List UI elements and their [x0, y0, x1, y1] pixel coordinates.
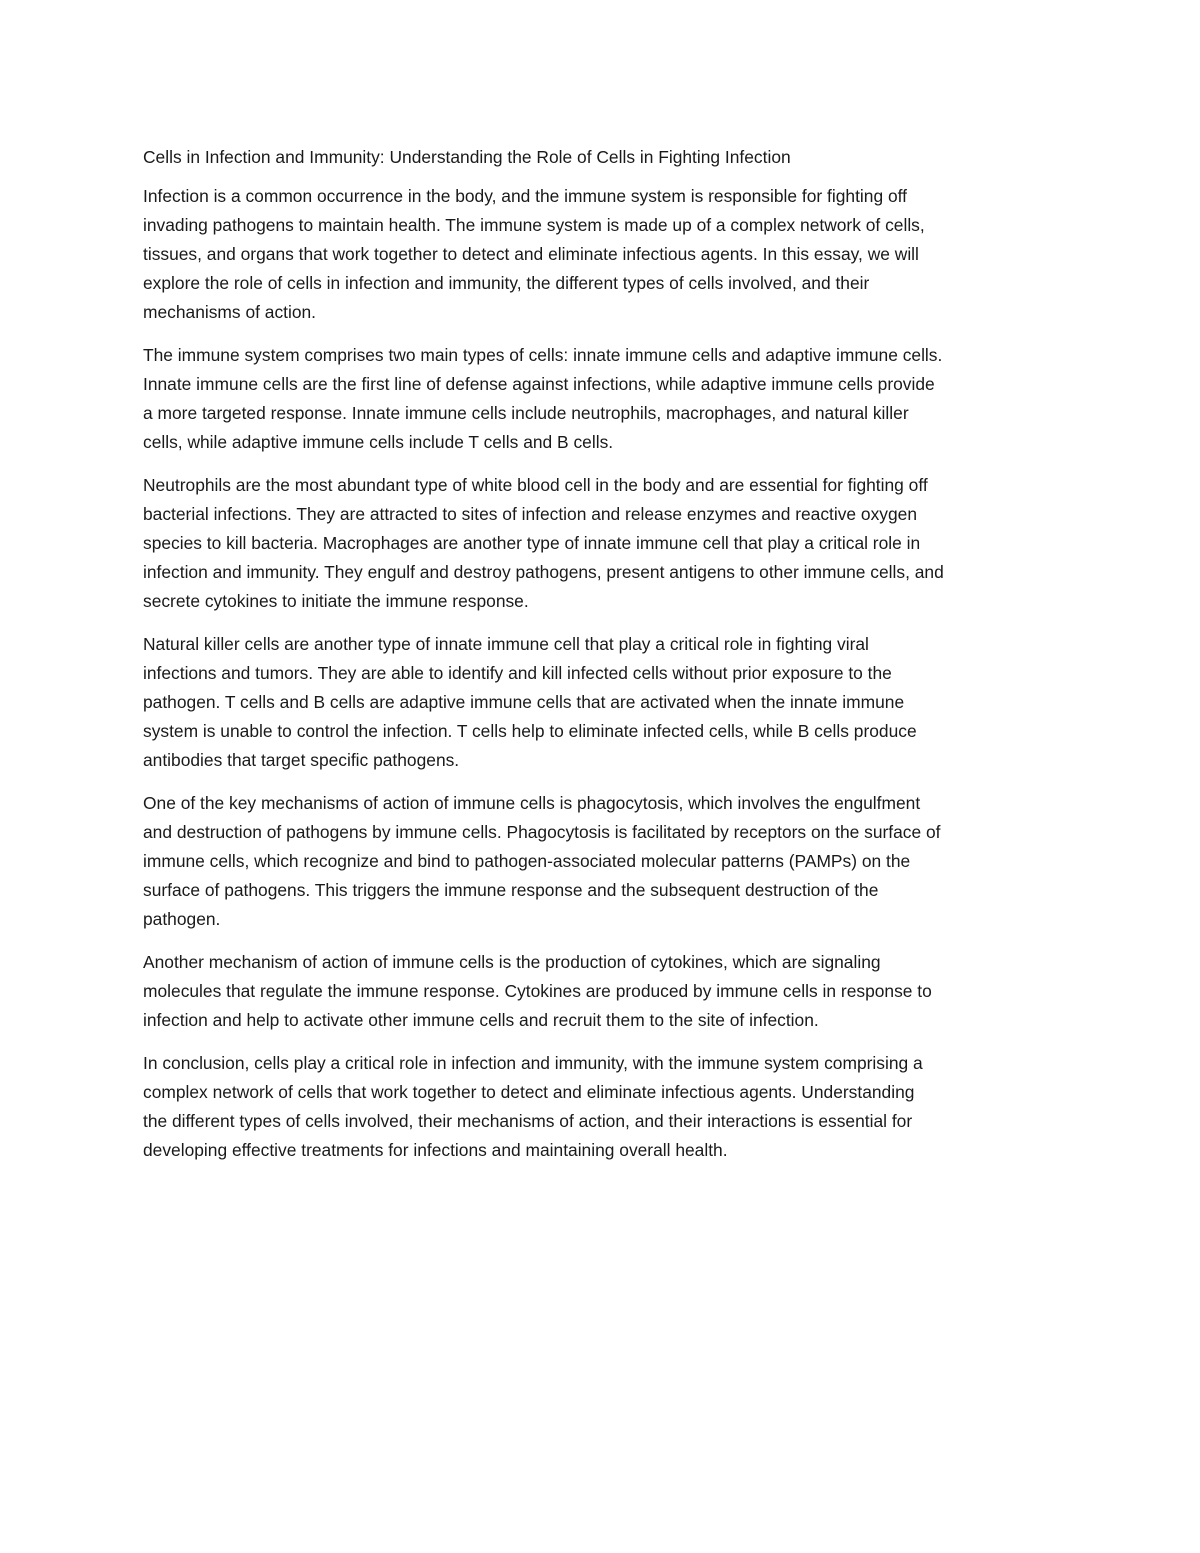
body-paragraph — [143, 789, 1068, 934]
paragraph-line: explore the role of cells in infection and immunity, the different types of cells involved, and their — [143, 273, 870, 293]
paragraph-line: invading pathogens to maintain health. The immune system is made up of a complex network of cells, — [143, 215, 925, 235]
paragraph-line: and destruction of pathogens by immune cells. Phagocytosis is facilitated by receptors on the surface of — [143, 822, 941, 842]
paragraph-line: system is unable to control the infection. T cells help to eliminate infected cells, while B cells produce — [143, 721, 917, 741]
paragraph-line: Infection is a common occurrence in the body, and the immune system is responsible for fighting off — [143, 186, 907, 206]
paragraph-line: Natural killer cells are another type of innate immune cell that play a critical role in fighting viral — [143, 634, 869, 654]
paragraph-line: mechanisms of action. — [143, 302, 317, 322]
paragraph-line: antibodies that target specific pathogens. — [143, 750, 460, 770]
paragraph-line: Neutrophils are the most abundant type of white blood cell in the body and are essential for fighting off — [143, 475, 928, 495]
paragraph-line: Another mechanism of action of immune cells is the production of cytokines, which are signaling — [143, 952, 881, 972]
body-paragraph — [143, 471, 1068, 616]
paragraph-line: pathogen. — [143, 909, 221, 929]
paragraph-line: species to kill bacteria. Macrophages are another type of innate immune cell that play a critical role in — [143, 533, 921, 553]
paragraph-line: cells, while adaptive immune cells include T cells and B cells. — [143, 432, 614, 452]
paragraph-line: surface of pathogens. This triggers the immune response and the subsequent destruction of the — [143, 880, 879, 900]
document-body — [143, 143, 1068, 1179]
paragraph-line: immune cells, which recognize and bind to pathogen-associated molecular patterns (PAMPs) on the — [143, 851, 911, 871]
paragraph-line: One of the key mechanisms of action of immune cells is phagocytosis, which involves the engulfment — [143, 793, 921, 813]
paragraph-line: developing effective treatments for infections and maintaining overall health. — [143, 1140, 728, 1160]
paragraph-line: a more targeted response. Innate immune cells include neutrophils, macrophages, and natural killer — [143, 403, 909, 423]
document-title: Cells in Infection and Immunity: Understanding the Role of Cells in Fighting Infection — [143, 147, 791, 167]
body-paragraph — [143, 341, 1068, 457]
paragraph-line: secrete cytokines to initiate the immune response. — [143, 591, 529, 611]
paragraph-line: infection and immunity. They engulf and destroy pathogens, present antigens to other immune cells, and — [143, 562, 944, 582]
paragraph-line: Innate immune cells are the first line of defense against infections, while adaptive immune cells provide — [143, 374, 935, 394]
paragraph-list — [143, 182, 1068, 1165]
paragraph-line: pathogen. T cells and B cells are adaptive immune cells that are activated when the innate immune — [143, 692, 905, 712]
paragraph-line: the different types of cells involved, their mechanisms of action, and their interactions is essential for — [143, 1111, 913, 1131]
paragraph-line: The immune system comprises two main types of cells: innate immune cells and adaptive immune cells. — [143, 345, 943, 365]
paragraph-line: bacterial infections. They are attracted to sites of infection and release enzymes and reactive oxygen — [143, 504, 917, 524]
body-paragraph — [143, 182, 1068, 327]
paragraph-line: infection and help to activate other immune cells and recruit them to the site of infection. — [143, 1010, 819, 1030]
paragraph-line: In conclusion, cells play a critical role in infection and immunity, with the immune system comprising a — [143, 1053, 923, 1073]
body-paragraph — [143, 948, 1068, 1035]
paragraph-line: tissues, and organs that work together to detect and eliminate infectious agents. In this essay, we will — [143, 244, 919, 264]
paragraph-line: molecules that regulate the immune response. Cytokines are produced by immune cells in response to — [143, 981, 932, 1001]
body-paragraph — [143, 1049, 1068, 1165]
paragraph-line: complex network of cells that work together to detect and eliminate infectious agents. Understanding — [143, 1082, 915, 1102]
paragraph-line: infections and tumors. They are able to identify and kill infected cells without prior exposure to the — [143, 663, 892, 683]
body-paragraph — [143, 630, 1068, 775]
